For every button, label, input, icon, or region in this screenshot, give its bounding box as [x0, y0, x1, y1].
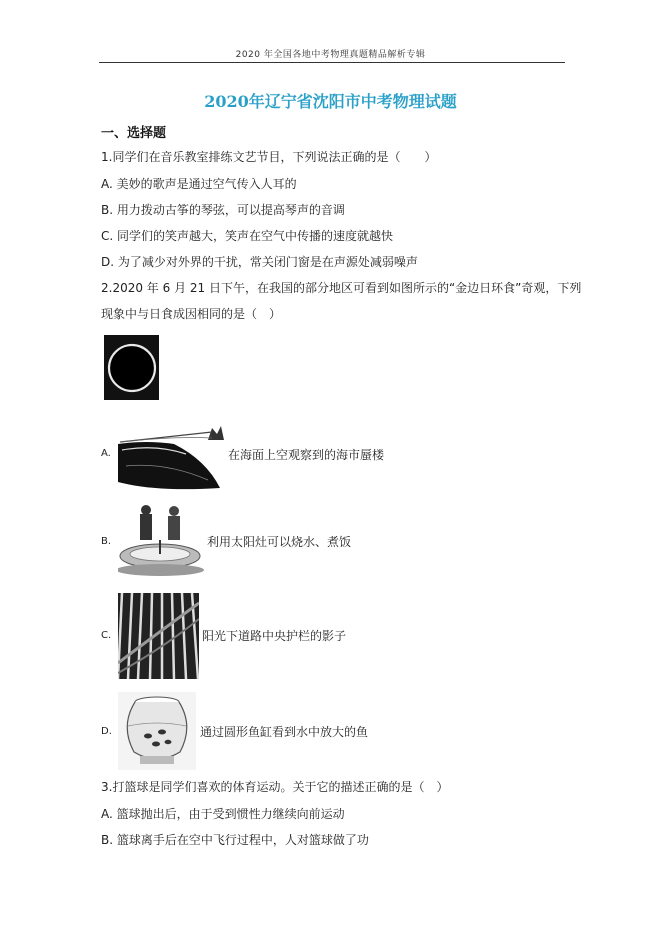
q1-option-b: B. 用力拨动古筝的琴弦，可以提高琴声的音调: [101, 203, 345, 217]
page-header: 2020 年全国各地中考物理真题精品解析专辑: [235, 50, 426, 60]
q1-option-c: C. 同学们的笑声越大，笑声在空气中传播的速度就越快: [101, 229, 394, 243]
annular-eclipse-image: [104, 335, 159, 400]
q2-stem-line1: 2.2020 年 6 月 21 日下午，在我国的部分地区可看到如图所示的“金边日环食”奇观，下列: [101, 281, 582, 295]
q1-option-a: A. 美妙的歌声是通过空气传入人耳的: [101, 177, 297, 191]
q3-stem: 3.打篮球是同学们喜欢的体育运动。关于它的描述正确的是（ ）: [101, 780, 449, 794]
header-divider: [99, 62, 565, 63]
q3-option-a: A. 篮球抛出后，由于受到惯性力继续向前运动: [101, 807, 345, 821]
q2-option-c-text: 阳光下道路中央护栏的影子: [202, 629, 347, 643]
q2-option-d-text: 通过圆形鱼缸看到水中放大的鱼: [200, 725, 369, 739]
q2-option-b-label: B.: [101, 536, 112, 547]
section-heading: 一、选择题: [101, 126, 167, 141]
q1-option-d: D. 为了减少对外界的干扰，常关闭门窗是在声源处减弱噪声: [101, 255, 418, 269]
guardrail-shadow-image: [118, 593, 199, 679]
q2-option-b-text: 利用太阳灶可以烧水、煮饭: [207, 535, 352, 549]
page-title: 2020年辽宁省沈阳市中考物理试题: [204, 92, 457, 111]
mirage-image: [116, 420, 224, 492]
q1-stem: 1.同学们在音乐教室排练文艺节目，下列说法正确的是（ ）: [101, 150, 437, 164]
q2-option-a-text: 在海面上空观察到的海市蜃楼: [228, 448, 385, 462]
q3-option-b: B. 篮球离手后在空中飞行过程中，人对篮球做了功: [101, 833, 369, 847]
q2-stem-line2: 现象中与日食成因相同的是（ ）: [101, 307, 282, 321]
q2-option-c-label: C.: [101, 630, 112, 641]
q2-option-a-label: A.: [101, 448, 111, 459]
q2-option-d-label: D.: [101, 726, 112, 737]
solar-cooker-image: [118, 500, 206, 580]
fish-bowl-image: [118, 692, 196, 770]
